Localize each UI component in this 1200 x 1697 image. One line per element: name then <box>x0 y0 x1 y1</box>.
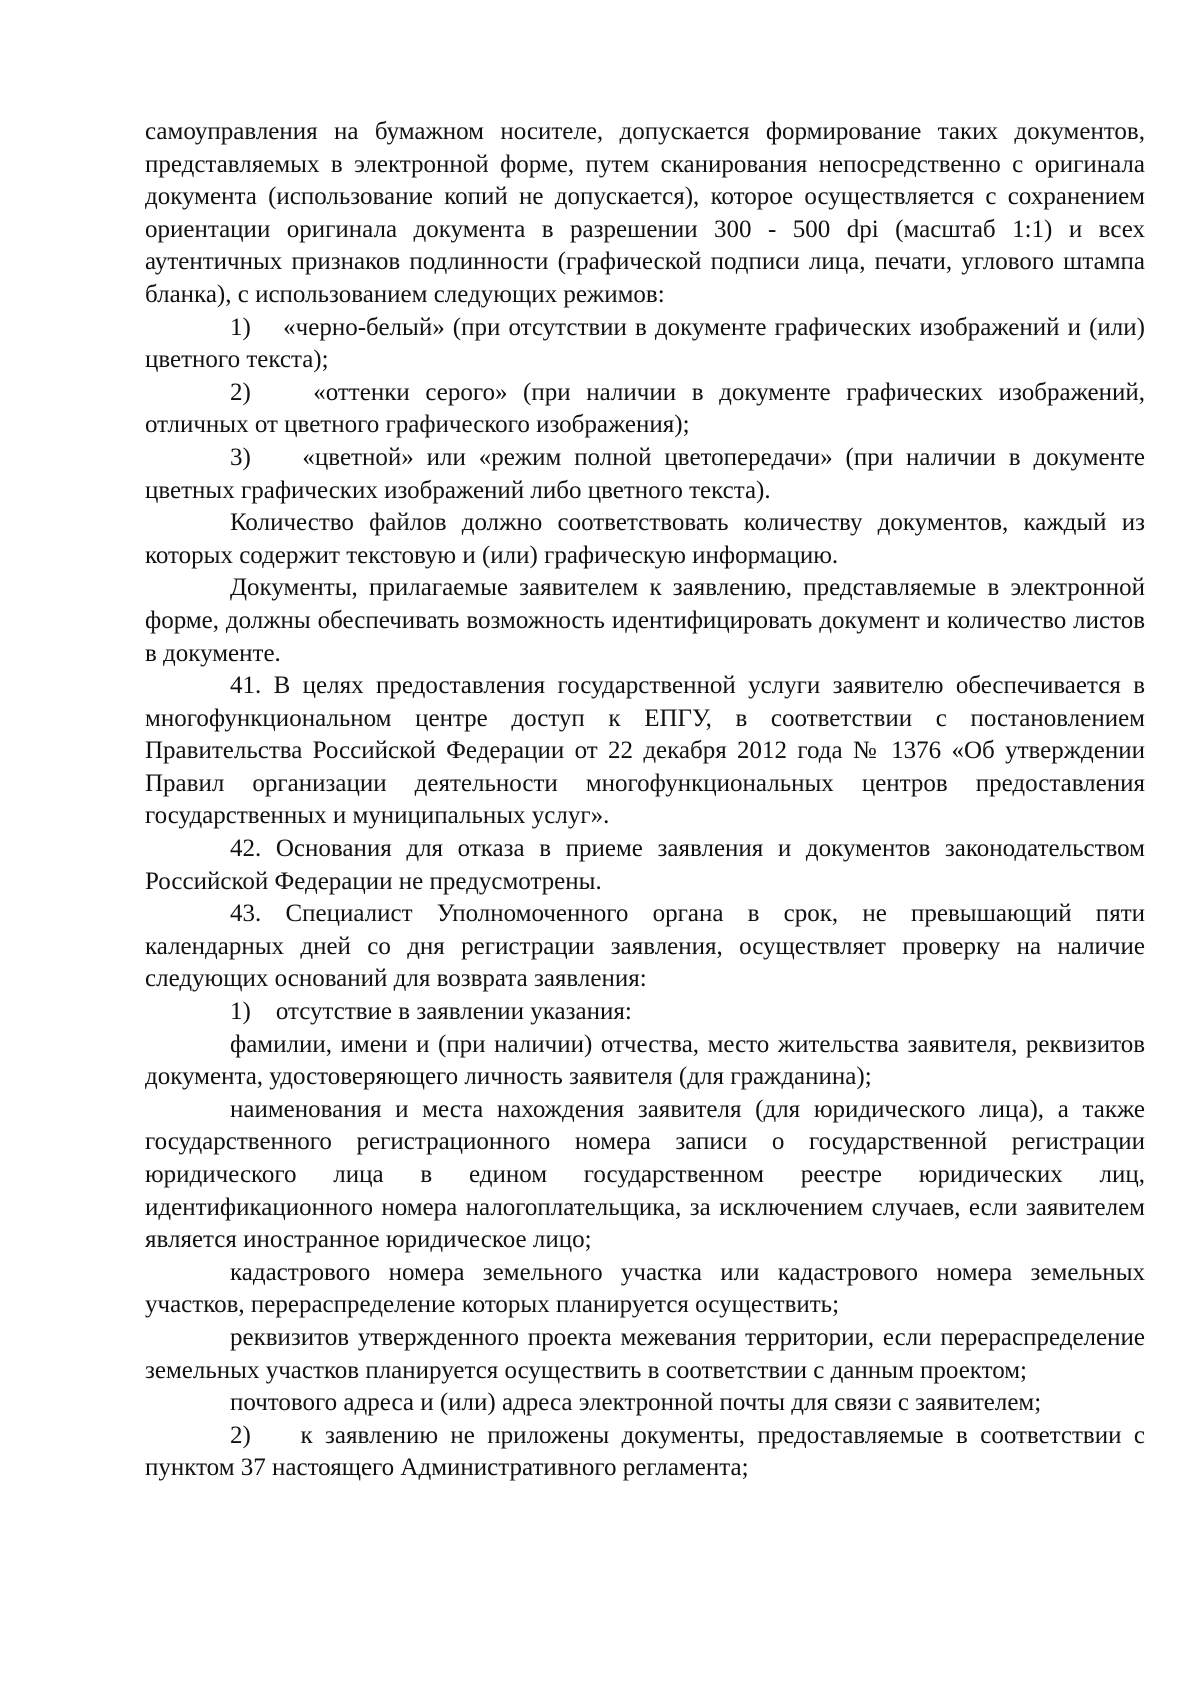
paragraph-legal-entity-details: наименования и места нахождения заявителя (для юридического лица), а также государственного регистрационного номера записи о государственной регистрации юридического лица в едином государственном реестре юридических лиц, идентификационного номера налогоплательщика, за исключением случаев, если заявителем является иностранное юридическое лицо; <box>145 1095 1145 1254</box>
document-body <box>145 116 1145 1485</box>
list-item-color-mode: 3) «цветной» или «режим полной цветопередачи» (при наличии в документе цветных графических изображений либо цветного текста). <box>145 443 1145 504</box>
paragraph-cadastral-number: кадастрового номера земельного участка или кадастрового номера земельных участков, перераспределение которых планируется осуществить; <box>145 1258 1145 1319</box>
paragraph-clause-41: 41. В целях предоставления государственной услуги заявителю обеспечивается в многофункциональном центре доступ к ЕПГУ, в соответствии с постановлением Правительства Российской Федерации от 22 декабря 2012 года № 1376 «Об утверждении Правил организации деятельности многофункциональных центров предоставления государственных и муниципальных услуг». <box>145 672 1145 830</box>
paragraph-scanning-requirements: самоуправления на бумажном носителе, допускается формирование таких документов, представляемых в электронной форме, путем сканирования непосредственно с оригинала документа (использование копий не допускается), которое осуществляется с сохранением ориентации оригинала документа в разрешении 300 - 500 dpi (масштаб 1:1) и всех аутентичных признаков подлинности (графической подписи лица, печати, углового штампа бланка), с использованием следующих режимов: <box>145 118 1145 308</box>
paragraph-attached-documents: Документы, прилагаемые заявителем к заявлению, представляемые в электронной форме, должны обеспечивать возможность идентифицировать документ и количество листов в документе. <box>145 574 1145 667</box>
paragraph-postal-address: почтового адреса и (или) адреса электронной почты для связи с заявителем; <box>230 1389 1042 1417</box>
paragraph-citizen-details: фамилии, имени и (при наличии) отчества, место жительства заявителя, реквизитов документа, удостоверяющего личность заявителя (для гражданина); <box>145 1030 1145 1091</box>
list-item-missing-indication: 1) отсутствие в заявлении указания: <box>230 998 632 1026</box>
paragraph-survey-project: реквизитов утвержденного проекта межевания территории, если перераспределение земельных участков планируется осуществить в соответствии с данным проектом; <box>145 1323 1145 1384</box>
list-item-grayscale-mode: 2) «оттенки серого» (при наличии в документе графических изображений, отличных от цветного графического изображения); <box>145 378 1145 439</box>
paragraph-file-count: Количество файлов должно соответствовать количеству документов, каждый из которых содержит текстовую и (или) графическую информацию. <box>145 509 1145 569</box>
paragraph-clause-43: 43. Специалист Уполномоченного органа в срок, не превышающий пяти календарных дней со дня регистрации заявления, осуществляет проверку на наличие следующих оснований для возврата заявления: <box>145 900 1145 993</box>
paragraph-clause-42: 42. Основания для отказа в приеме заявления и документов законодательством Российской Федерации не предусмотрены. <box>145 835 1145 895</box>
list-item-documents-not-attached: 2) к заявлению не приложены документы, предоставляемые в соответствии с пунктом 37 настоящего Административного регламента; <box>145 1421 1145 1482</box>
list-item-black-white-mode: 1) «черно-белый» (при отсутствии в документе графических изображений и (или) цветного текста); <box>145 313 1145 374</box>
